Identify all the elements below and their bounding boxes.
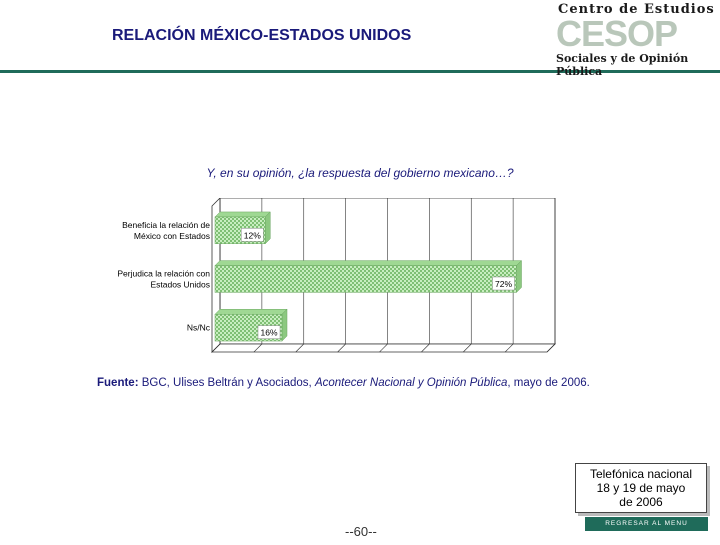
- survey-question: Y, en su opinión, ¿la respuesta del gobierno mexicano…?: [206, 166, 514, 180]
- category-label: México con Estados: [133, 230, 210, 241]
- bar-side: [282, 309, 287, 341]
- bar-top: [215, 261, 522, 266]
- category-label: Ns/Nc: [186, 322, 210, 333]
- survey-info-line-2: 18 y 19 de mayo: [596, 481, 686, 495]
- page-title: RELACIÓN MÉXICO-ESTADOS UNIDOS: [112, 27, 412, 44]
- category-label: Estados Unidos: [150, 279, 210, 290]
- logo-mark: CESOP: [556, 13, 678, 54]
- bar-side: [265, 212, 270, 244]
- category-label: Perjudica la relación con: [117, 268, 210, 279]
- source-date: , mayo de 2006.: [507, 377, 590, 389]
- source-note: [97, 377, 590, 389]
- data-label: 16%: [260, 327, 278, 338]
- data-label: 12%: [243, 230, 261, 241]
- return-menu-button[interactable]: REGRESAR AL MENU PRINCIPAL: [585, 517, 708, 531]
- survey-info-line-3: de 2006: [619, 495, 663, 509]
- survey-info-box: [575, 463, 707, 513]
- data-label: 72%: [494, 279, 513, 289]
- logo-bottom-text: Sociales y de Opinión Pública: [556, 52, 689, 78]
- bar-chart: [100, 198, 560, 363]
- category-label: Beneficia la relación de: [122, 219, 210, 230]
- page-number: --60--: [345, 524, 377, 539]
- logo-top-text: Centro de Estudios: [558, 2, 715, 17]
- cesop-logo: [554, 0, 720, 78]
- bar: [215, 266, 517, 293]
- source-label: Fuente:: [97, 377, 139, 389]
- survey-info-line-1: Telefónica nacional: [589, 467, 693, 481]
- bar-top: [215, 212, 270, 217]
- bar-top: [215, 309, 287, 314]
- source-text: BGC, Ulises Beltrán y Asociados,: [138, 377, 315, 389]
- source-publication: Acontecer Nacional y Opinión Pública: [314, 377, 508, 389]
- bar-side: [517, 261, 522, 293]
